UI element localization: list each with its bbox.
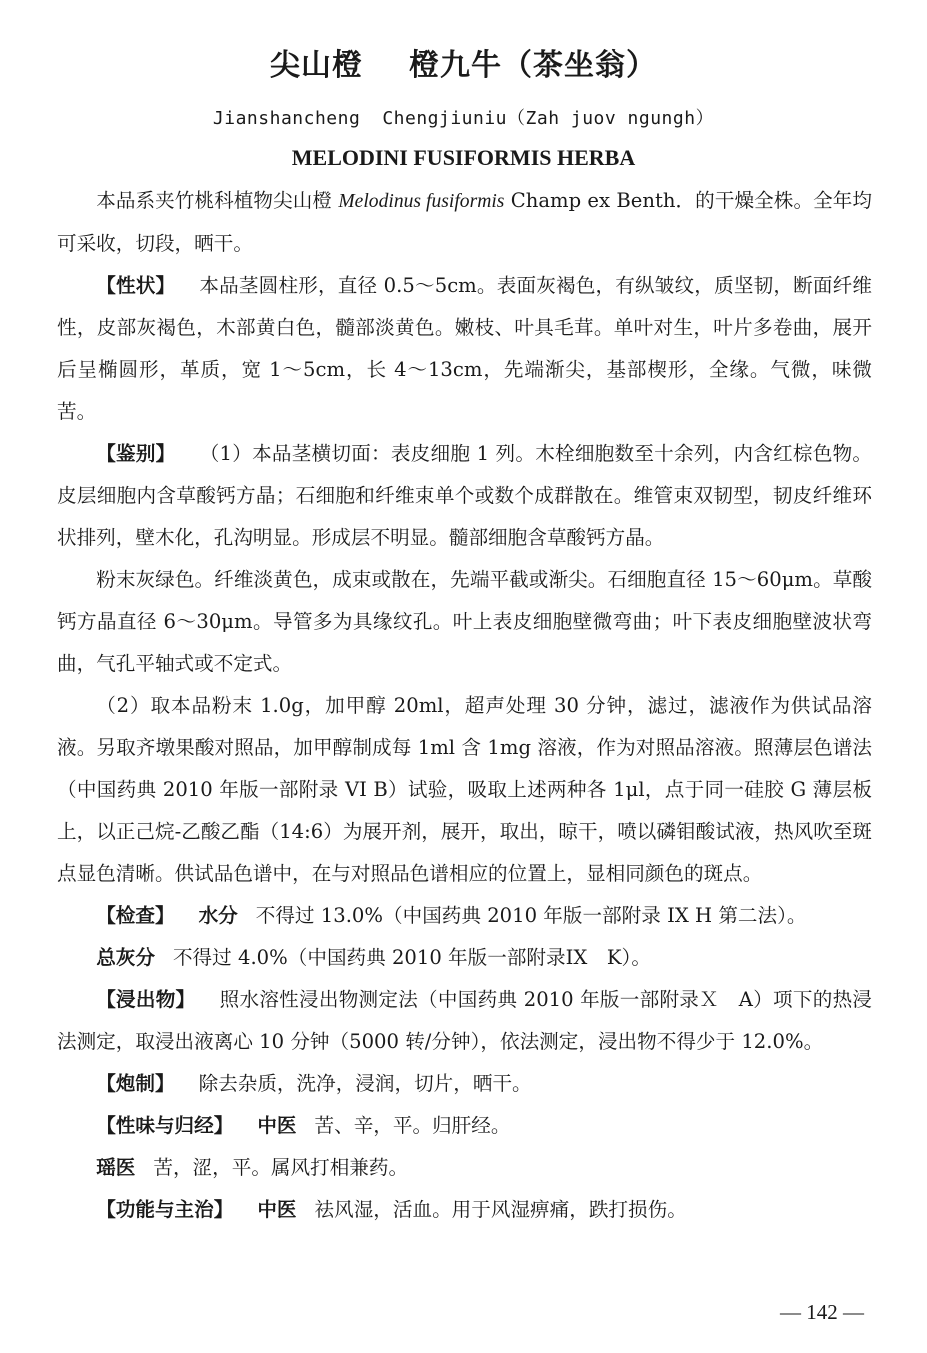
section-label-xingwei: 【性味与归经】 — [96, 1114, 234, 1137]
section-jinchu: 【浸出物】 照水溶性浸出物测定法（中国药典 2010 年版一部附录Ｘ A）项下的热浸法测定，取浸出液离心 10 分钟（5000 转/分钟），依法测定，浸出物不得少于 12.0%。 — [57, 988, 873, 1053]
section-label-jiancha: 【检查】 — [96, 904, 175, 927]
zhongyi-label: 中医 — [257, 1114, 297, 1137]
water-label: 水分 — [198, 904, 238, 927]
section-label-jianbie: 【鉴别】 — [96, 442, 176, 465]
jianbie-tlc-paragraph: （2）取本品粉末 1.0g，加甲醇 20ml，超声处理 30 分钟，滤过，滤液作为供试品溶液。另取齐墩果酸对照品，加甲醇制成每 1ml 含 1mg 溶液，作为对照品溶液。照薄层色谱法（中国药典 2010 年版一部附录 VI B）试验，吸取上述两种各 1μl，点于同一硅胶 G 薄层板上，以正己烷-乙酸乙酯（14:6）为展开剂，展开，取出，晾干，喷以磷钼酸试液，热风吹至斑点显色清晰。供试品色谱中，在与对照品色谱相应的位置上，显相同颜色的斑点。 — [57, 694, 872, 885]
yaoyi-paragraph: 瑶医 苦，涩，平。属风打相兼药。 — [96, 1156, 409, 1179]
section-label-gongneng: 【功能与主治】 — [96, 1198, 234, 1221]
section-xingwei: 【性味与归经】 中医 苦、辛，平。归肝经。 — [96, 1114, 511, 1137]
section-label-xingzhuang: 【性状】 — [96, 274, 176, 297]
species-name: Melodinus fusiformis — [338, 191, 505, 212]
title-name-b: 橙九牛（茶坐翁） — [409, 48, 657, 83]
pinyin-subtitle — [0, 104, 927, 130]
section-gongneng: 【功能与主治】 中医 祛风湿，活血。用于风湿痹痛，跌打损伤。 — [96, 1198, 687, 1221]
section-jianbie: 【鉴别】 （1）本品茎横切面：表皮细胞 1 列。木栓细胞数至十余列，内含红棕色物。皮层细胞内含草酸钙方晶；石细胞和纤维束单个或数个成群散在。维管束双韧型，韧皮纤维环状排列，壁木化，孔沟明显。形成层不明显。髓部细胞含草酸钙方晶。 — [57, 442, 873, 549]
latin-name: MELODINI FUSIFORMIS HERBA — [291, 145, 636, 170]
section-jiancha: 【检查】 水分 不得过 13.0%（中国药典 2010 年版一部附录 IX H 第二法）。 — [96, 904, 807, 927]
monograph-body — [57, 180, 872, 1231]
jianbie-powder-paragraph: 粉末灰绿色。纤维淡黄色，成束或散在，先端平截或渐尖。石细胞直径 15～60μm。草酸钙方晶直径 6～30μm。导管多为具缘纹孔。叶上表皮细胞壁微弯曲；叶下表皮细胞壁波状弯曲，气孔平轴式或不定式。 — [57, 568, 872, 675]
section-label-paozhi: 【炮制】 — [96, 1072, 175, 1095]
yaoyi-label: 瑶医 — [96, 1156, 136, 1179]
gongneng-zhongyi-label: 中医 — [257, 1198, 297, 1221]
page-number: — 142 — — [780, 1300, 864, 1324]
intro-paragraph: 本品系夹竹桃科植物尖山橙 Melodinus fusiformis Champ ex Benth．的干燥全株。全年均可采收，切段，晒干。 — [57, 189, 873, 255]
section-xingzhuang: 【性状】 本品茎圆柱形，直径 0.5～5cm。表面灰褐色，有纵皱纹，质坚韧，断面纤维性，皮部灰褐色，木部黄白色，髓部淡黄色。嫩枝、叶具毛茸。单叶对生，叶片多卷曲，展开后呈椭圆形，革质，宽 1～5cm，长 4～13cm，先端渐尖，基部楔形，全缘。气微，味微苦。 — [57, 274, 872, 423]
title-name-a: 尖山橙 — [270, 48, 363, 83]
ash-paragraph: 总灰分 不得过 4.0%（中国药典 2010 年版一部附录ⅠX K）。 — [96, 946, 651, 969]
page-title — [0, 40, 927, 84]
ash-label: 总灰分 — [96, 946, 155, 969]
pinyin-a: Jianshancheng — [212, 108, 361, 129]
section-paozhi: 【炮制】 除去杂质，洗净，浸润，切片，晒干。 — [96, 1072, 532, 1095]
pinyin-b: Chengjiuniu（Zah juov ngungh） — [382, 108, 715, 129]
section-label-jinchu: 【浸出物】 — [96, 988, 196, 1011]
